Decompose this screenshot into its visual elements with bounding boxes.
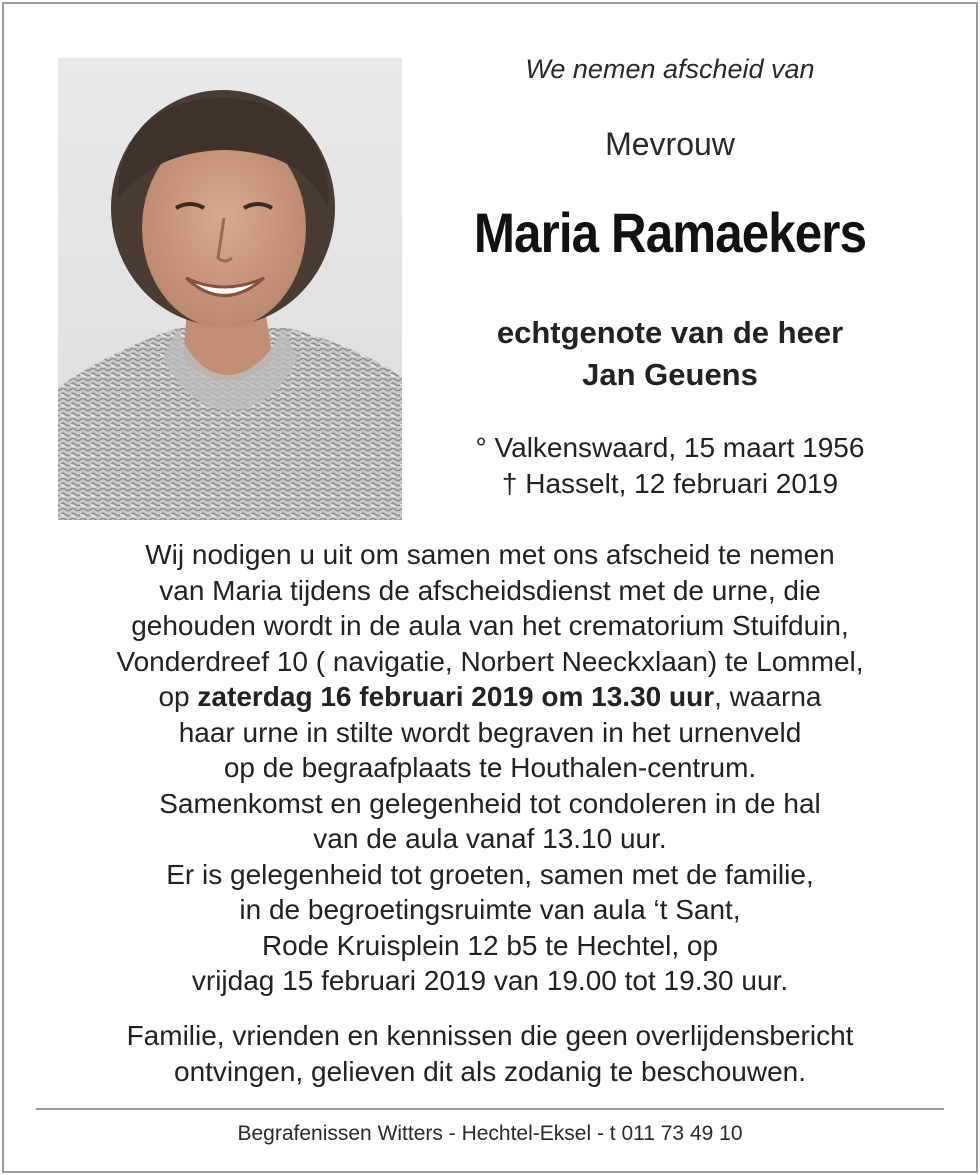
intro-text: We nemen afscheid van bbox=[525, 54, 815, 84]
divider bbox=[36, 1108, 944, 1110]
portrait-photo bbox=[58, 58, 402, 520]
text-line: Er is gelegenheid tot groeten, samen met de familie, bbox=[166, 858, 814, 890]
death-date: † Hasselt, 12 februari 2019 bbox=[501, 468, 839, 499]
spouse-line-1: echtgenote van de heer bbox=[496, 315, 844, 350]
text-fragment: op bbox=[158, 681, 198, 712]
text-line: Samenkomst en gelegenheid tot condoleren in de hal bbox=[159, 787, 821, 819]
text-line: vrijdag 15 februari 2019 van 19.00 tot 19.30 uur. bbox=[191, 965, 789, 996]
ceremony-datetime: zaterdag 16 februari 2019 om 13.30 uur bbox=[197, 681, 715, 712]
text-line: Rode Kruisplein 12 b5 te Hechtel, op bbox=[261, 929, 719, 961]
text-fragment: , waarna bbox=[714, 681, 822, 712]
honorific: Mevrouw bbox=[605, 126, 735, 162]
text-line: van Maria tijdens de afscheidsdienst met de urne, die bbox=[159, 574, 821, 606]
ceremony-text bbox=[40, 537, 940, 999]
life-dates bbox=[430, 430, 910, 502]
closing-text bbox=[40, 1018, 940, 1090]
text-line: Vonderdreef 10 ( navigatie, Norbert Neeckxlaan) te Lommel, bbox=[116, 645, 864, 677]
text-line: gehouden wordt in de aula van het crematorium Stuifduin, bbox=[131, 610, 849, 641]
spouse-name: Jan Geuens bbox=[582, 357, 758, 392]
birth-date: ° Valkenswaard, 15 maart 1956 bbox=[475, 432, 865, 463]
text-line: van de aula vanaf 13.10 uur. bbox=[313, 823, 667, 854]
text-line: Familie, vrienden en kennissen die geen overlijdensbericht bbox=[126, 1020, 854, 1051]
text-line: ontvingen, gelieven dit als zodanig te beschouwen. bbox=[174, 1056, 806, 1087]
text-line: haar urne in stilte wordt begraven in het urnenveld bbox=[178, 716, 802, 748]
deceased-name: Maria Ramaekers bbox=[473, 201, 867, 264]
text-line: op de begraafplaats te Houthalen-centrum. bbox=[223, 752, 757, 783]
spouse-info bbox=[430, 312, 910, 396]
text-line: Wij nodigen u uit om samen met ons afscheid te nemen bbox=[145, 539, 835, 570]
text-line bbox=[40, 679, 940, 715]
text-line: in de begroetingsruimte van aula ‘t Sant, bbox=[239, 894, 741, 925]
funeral-home-footer: Begrafenissen Witters - Hechtel-Eksel - t 011 73 49 10 bbox=[237, 1122, 743, 1145]
